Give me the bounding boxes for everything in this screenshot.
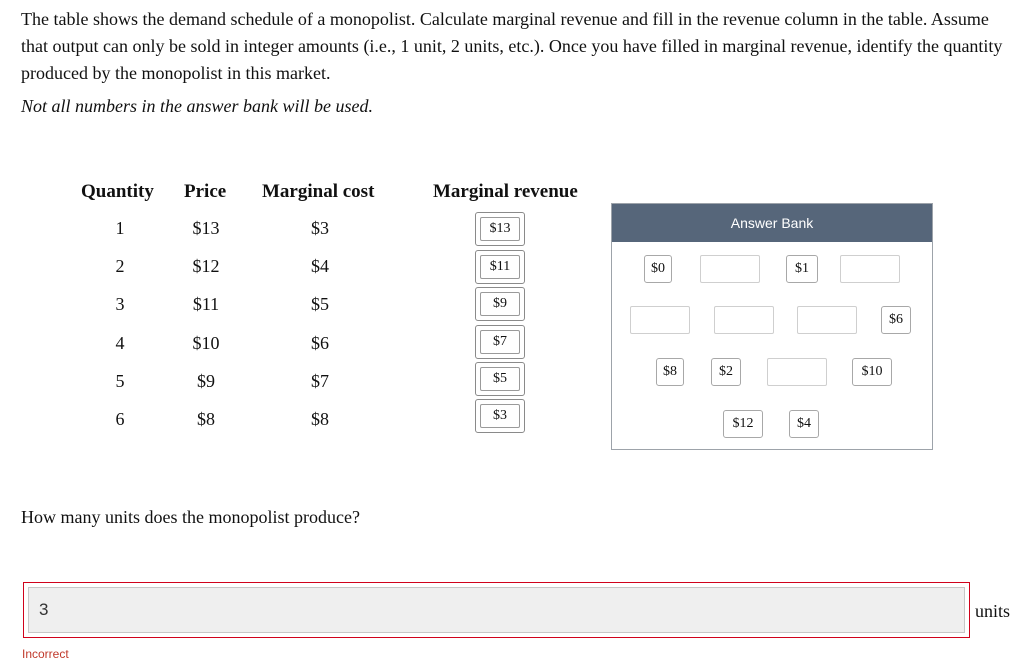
units-answer-input[interactable] [28, 587, 965, 633]
cell-price: $10 [192, 333, 220, 353]
header-marginal-cost: Marginal cost [262, 181, 375, 202]
answer-tile[interactable]: $1 [786, 255, 818, 283]
cell-quantity: 6 [115, 409, 125, 429]
answer-bank-title: Answer Bank [612, 204, 932, 242]
question-text: The table shows the demand schedule of a monopolist. Calculate marginal revenue and fill in the revenue column in the table. Assume that output can only be sold in integer amounts (i.e., 1 unit, 2 units, etc.). Once you have filled in marginal revenue, identify the quantity produced by the monopolist in this market. [21, 9, 1003, 83]
marginal-revenue-tile[interactable]: $13 [480, 217, 520, 241]
cell-price: $8 [197, 409, 215, 429]
empty-tile-slot [700, 255, 760, 283]
marginal-revenue-dropzone[interactable] [475, 287, 525, 321]
cell-marginal-cost: $4 [311, 256, 329, 276]
marginal-revenue-dropzone[interactable] [475, 399, 525, 433]
empty-tile-slot [840, 255, 900, 283]
cell-marginal-cost: $3 [311, 218, 329, 238]
header-marginal-revenue: Marginal revenue [433, 181, 578, 202]
answer-tile[interactable]: $12 [723, 410, 763, 438]
marginal-revenue-tile[interactable]: $3 [480, 404, 520, 428]
answer-field-frame [23, 582, 970, 638]
cell-quantity: 2 [115, 256, 125, 276]
answer-tile[interactable]: $0 [644, 255, 672, 283]
cell-marginal-cost: $6 [311, 333, 329, 353]
cell-quantity: 3 [115, 294, 125, 314]
marginal-revenue-tile[interactable]: $9 [480, 292, 520, 316]
cell-marginal-cost: $8 [311, 409, 329, 429]
cell-price: $9 [197, 371, 215, 391]
cell-marginal-cost: $7 [311, 371, 329, 391]
header-price: Price [184, 181, 227, 202]
answer-bank-note: Not all numbers in the answer bank will be used. [21, 96, 373, 116]
units-question: How many units does the monopolist produce? [21, 507, 360, 527]
cell-price: $12 [192, 256, 220, 276]
answer-tile[interactable]: $6 [881, 306, 911, 334]
empty-tile-slot [630, 306, 690, 334]
answer-tile[interactable]: $8 [656, 358, 684, 386]
answer-tile[interactable]: $4 [789, 410, 819, 438]
marginal-revenue-dropzone[interactable] [475, 212, 525, 246]
marginal-revenue-tile[interactable]: $7 [480, 330, 520, 354]
cell-quantity: 4 [115, 333, 125, 353]
empty-tile-slot [714, 306, 774, 334]
cell-quantity: 1 [115, 218, 125, 238]
answer-tile[interactable]: $10 [852, 358, 892, 386]
empty-tile-slot [767, 358, 827, 386]
marginal-revenue-tile[interactable]: $11 [480, 255, 520, 279]
marginal-revenue-dropzone[interactable] [475, 362, 525, 396]
marginal-revenue-dropzone[interactable] [475, 250, 525, 284]
cell-price: $13 [192, 218, 220, 238]
marginal-revenue-tile[interactable]: $5 [480, 367, 520, 391]
answer-bank [611, 203, 933, 450]
incorrect-status: Incorrect [22, 647, 69, 661]
header-quantity: Quantity [81, 181, 154, 202]
marginal-revenue-dropzone[interactable] [475, 325, 525, 359]
cell-price: $11 [192, 294, 220, 314]
empty-tile-slot [797, 306, 857, 334]
cell-marginal-cost: $5 [311, 294, 329, 314]
units-label: units [975, 601, 1011, 621]
cell-quantity: 5 [115, 371, 125, 391]
answer-tile[interactable]: $2 [711, 358, 741, 386]
